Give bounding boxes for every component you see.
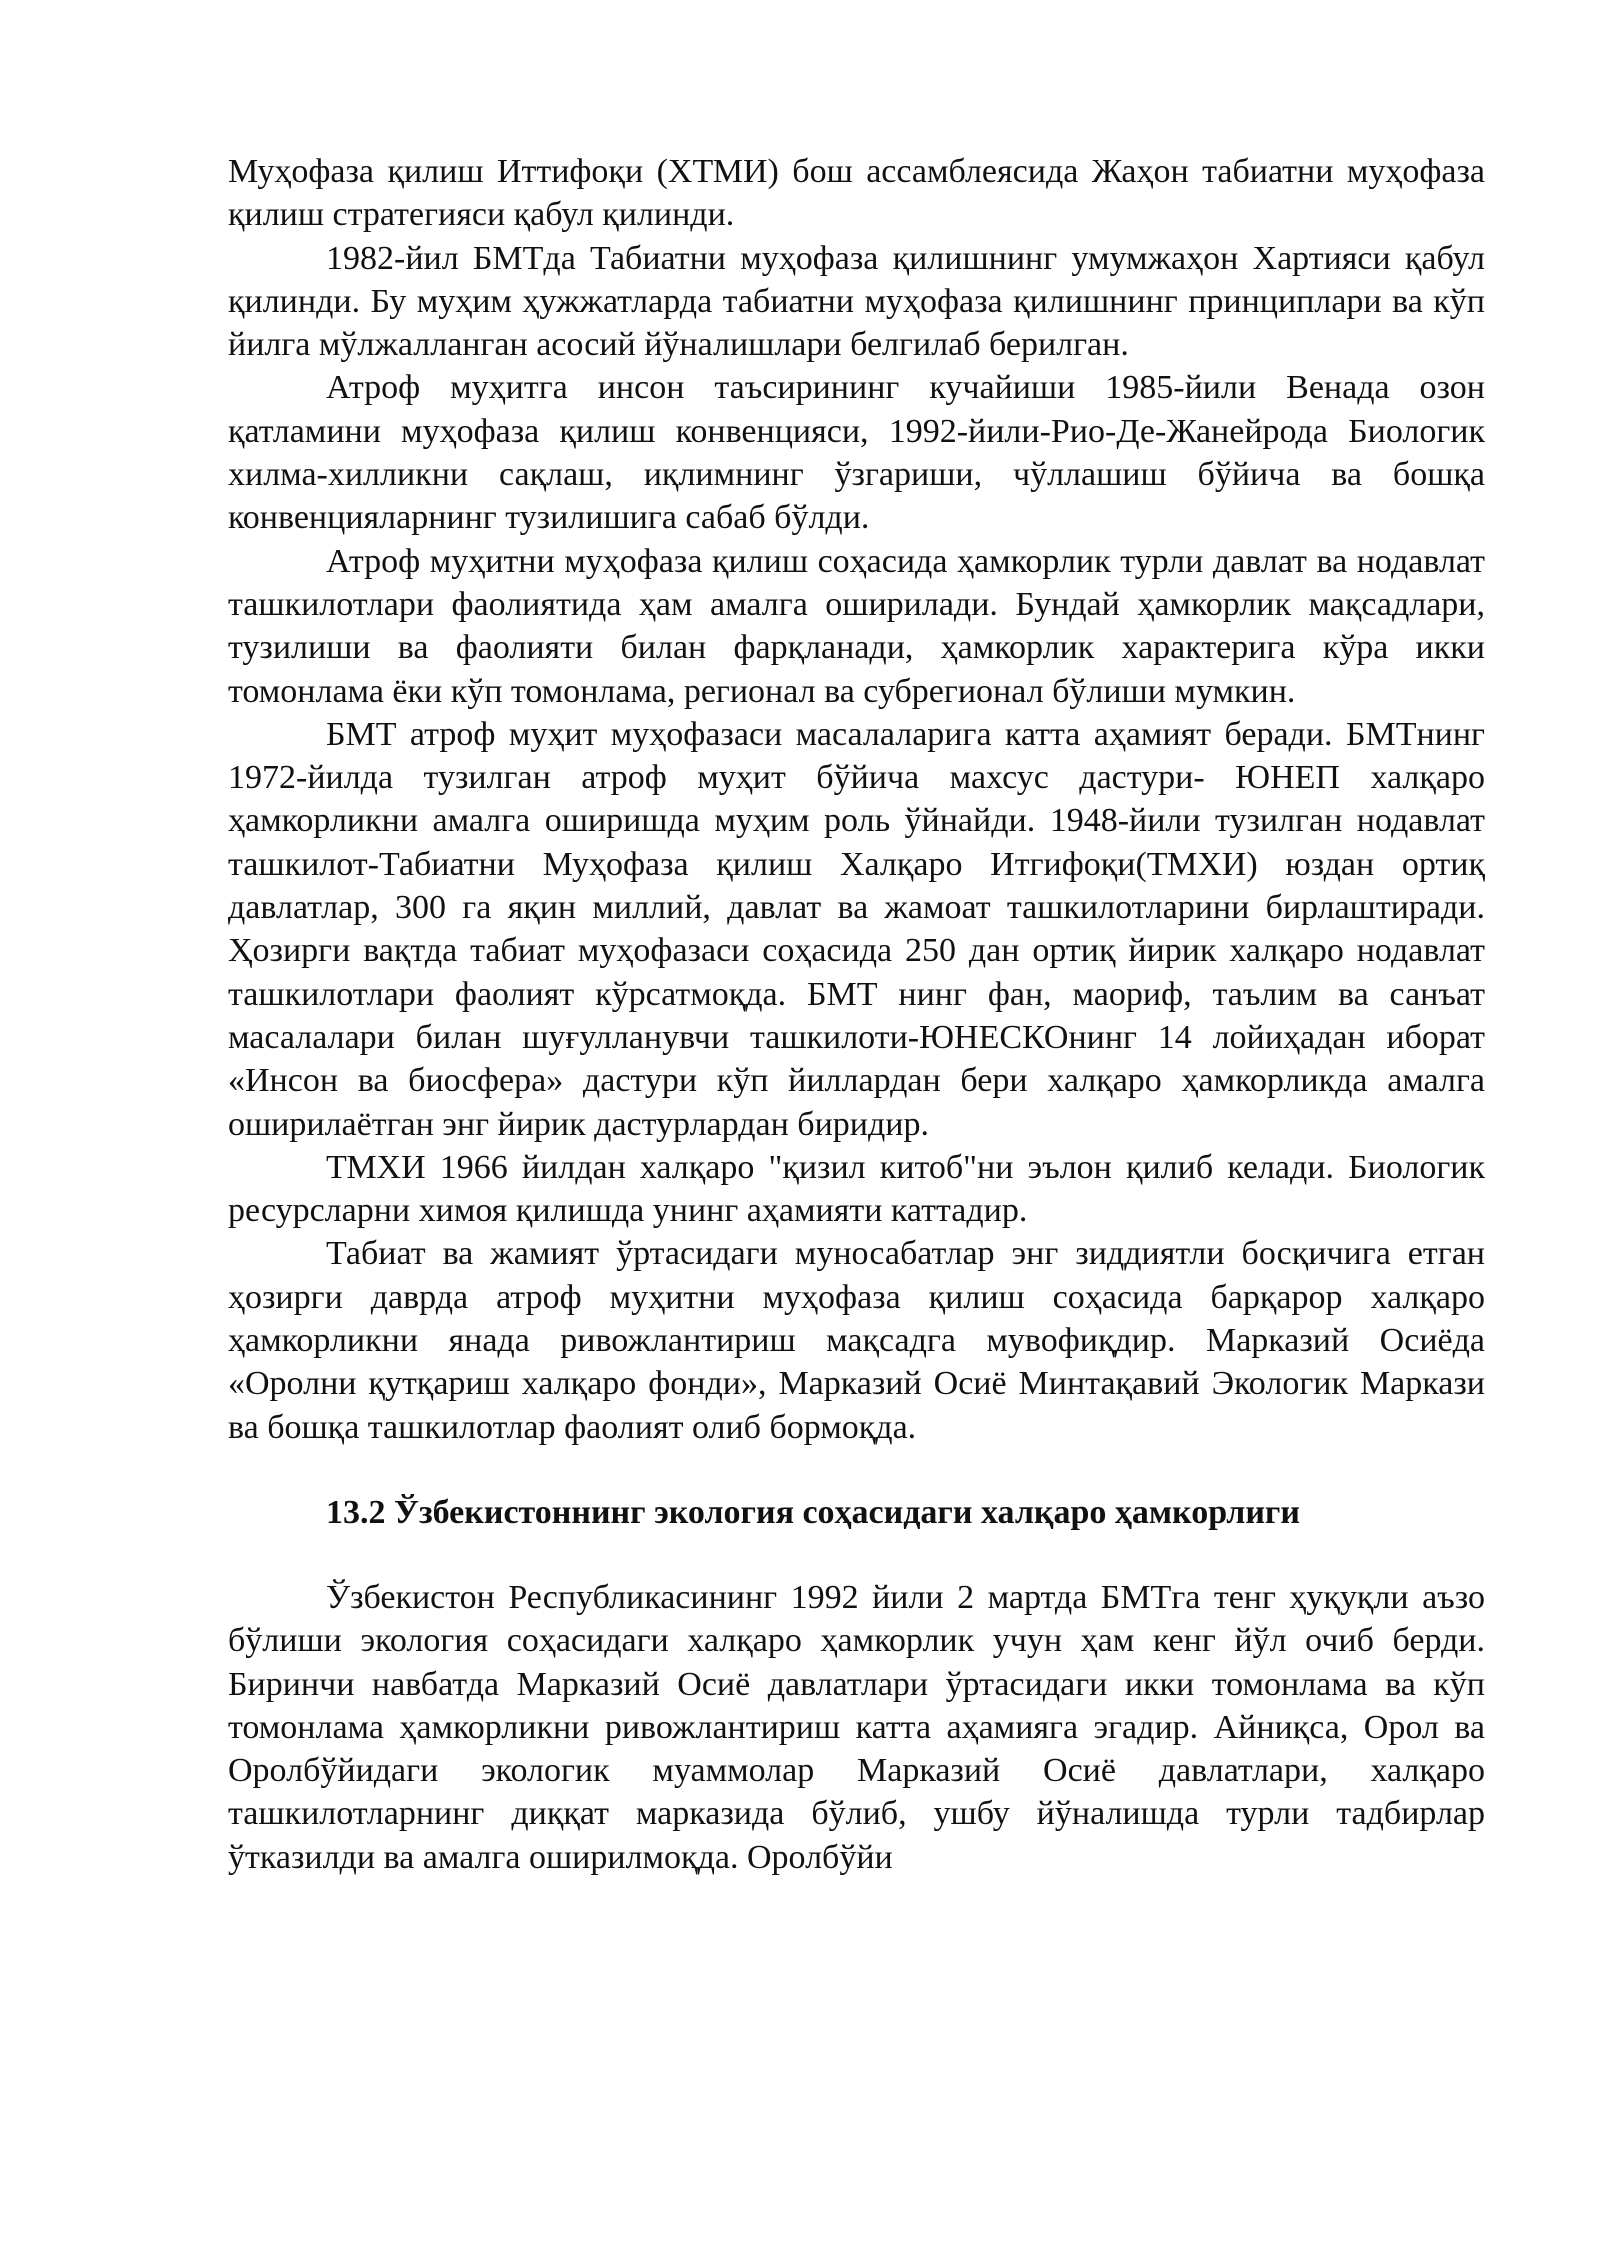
paragraph-8: Ўзбекистон Республикасининг 1992 йили 2 мартда БМТга тенг ҳуқуқли аъзо бўлиши экология соҳасидаги халқаро ҳамкорлик учун ҳам кенг йўл очиб берди. Биринчи навбатда Марказий Осиё давлатлари ўртасидаги икки томонлама ва кўп томонлама ҳамкорликни ривожлантириш катта аҳамияга эгадир. Айниқса, Орол ва Оролбўйидаги экологик муаммолар Марказий Осиё давлатлари, халқаро ташкилотларнинг диққат марказида бўлиб, ушбу йўналишда турли тадбирлар ўтказилди ва амалга оширилмоқда. Оролбўйи bbox=[228, 1578, 1485, 1876]
paragraph-2: 1982-йил БМТда Табиатни муҳофаза қилишнинг умумжаҳон Хартияси қабул қилинди. Бу муҳим ҳужжатларда табиатни муҳофаза қилишнинг принциплари ва кўп йилга мўлжалланган асосий йўналишлари белгилаб берилган. bbox=[228, 239, 1485, 364]
section-heading: 13.2 Ўзбекистоннинг экология соҳасидаги халқаро ҳамкорлиги bbox=[326, 1493, 1300, 1531]
paragraph-4: Атроф муҳитни муҳофаза қилиш соҳасида ҳамкорлик турли давлат ва нодавлат ташкилотлари фаолиятида ҳам амалга оширилади. Бундай ҳамкорлик мақсадлари, тузилиши ва фаолияти билан фарқланади, ҳамкорлик характерига кўра икки томонлама ёки кўп томонлама, регионал ва субрегионал бўлиши мумкин. bbox=[228, 542, 1485, 710]
paragraph-1: Муҳофаза қилиш Иттифоқи (ХТМИ) бош ассамблеясида Жаҳон табиатни муҳофаза қилиш стратегияси қабул қилинди. bbox=[228, 153, 1485, 234]
paragraph-5: БМТ атроф муҳит муҳофазаси масалаларига катта аҳамият беради. БМТнинг 1972-йилда тузилган атроф муҳит бўйича махсус дастури- ЮНЕП халқаро ҳамкорликни амалга оширишда муҳим роль ўйнайди. 1948-йили тузилган нодавлат ташкилот-Табиатни Муҳофаза қилиш Халқаро Итгифоқи(ТМХИ) юздан ортиқ давлатлар, 300 га яқин миллий, давлат ва жамоат ташкилотларини бирлаштиради. Ҳозирги вақтда табиат муҳофазаси соҳасида 250 дан ортиқ йирик халқаро нодавлат ташкилотлари фаолият кўрсатмоқда. БМТ нинг фан, маориф, таълим ва санъат масалалари билан шуғулланувчи ташкилоти-ЮНЕСКОнинг 14 лойиҳадан иборат «Инсон ва биосфера» дастури кўп йиллардан бери халқаро ҳамкорликда амалга оширилаётган энг йирик дастурлардан биридир. bbox=[228, 715, 1485, 1143]
paragraph-6: ТМХИ 1966 йилдан халқаро "қизил китоб"ни эълон қилиб келади. Биологик ресурсларни химоя қилишда унинг аҳамияти каттадир. bbox=[228, 1148, 1485, 1230]
paragraph-7: Табиат ва жамият ўртасидаги муносабатлар энг зиддиятли босқичига етган ҳозирги даврда атроф муҳитни муҳофаза қилиш соҳасида барқарор халқаро ҳамкорликни янада ривожлантириш мақсадга мувофиқдир. Марказий Осиёда «Оролни қутқариш халқаро фонди», Марказий Осиё Минтақавий Экологик Маркази ва бошқа ташкилотлар фаолият олиб бормоқда. bbox=[228, 1235, 1485, 1446]
document-page bbox=[228, 150, 1485, 1879]
paragraph-3: Атроф муҳитга инсон таъсирининг кучайиши 1985-йили Венада озон қатламини муҳофаза қилиш конвенцияси, 1992-йили-Рио-Де-Жанейрода Биологик хилма-хилликни сақлаш, иқлимнинг ўзгариши, чўллашиш бўйича ва бошқа конвенцияларнинг тузилишига сабаб бўлди. bbox=[228, 369, 1485, 537]
